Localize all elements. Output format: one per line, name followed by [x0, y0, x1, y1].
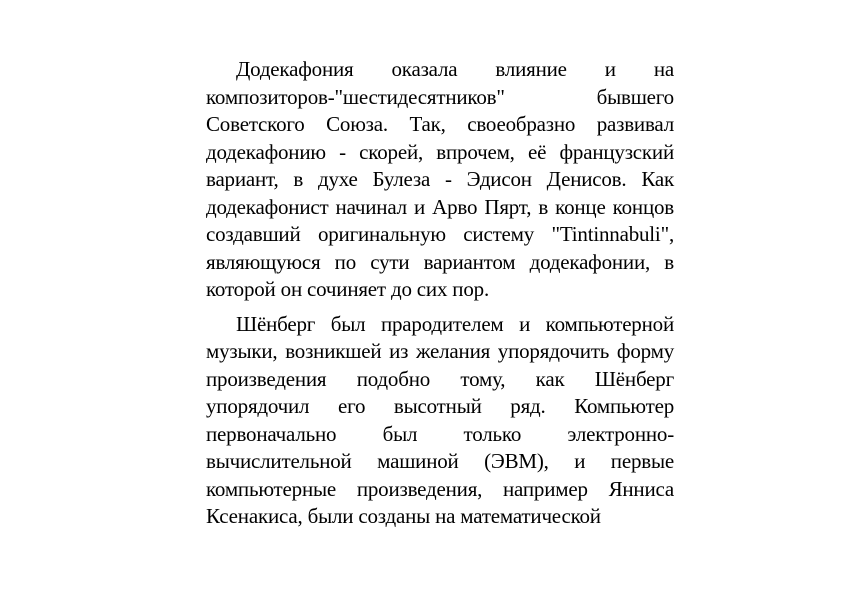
paragraph-computer-music: Шёнберг был прародителем и компьютерной музыки, возникшей из желания упорядочить форму произведения подобно тому, как Шёнберг упорядочил его высотный ряд. Компьютер первоначально был только электронно-вычислительной машиной (ЭВМ), и первые компьютерные произведения, например Янниса Ксенакиса, были созданы на математической [206, 311, 674, 528]
text-column [206, 56, 674, 538]
paragraph-dodecaphony-influence: Додекафония оказала влияние и на композиторов-"шестидесятников" бывшего Советского Союза. Так, своеобразно развивал додекафонию - скорей, впрочем, её французский вариант, в духе Булеза - Эдисон Денисов. Как додекафонист начинал и Арво Пярт, в конце концов создавший оригинальную систему "Tintinnabuli", являющуюся по сути вариантом додекафонии, в которой он сочиняет до сих пор. [206, 57, 674, 301]
